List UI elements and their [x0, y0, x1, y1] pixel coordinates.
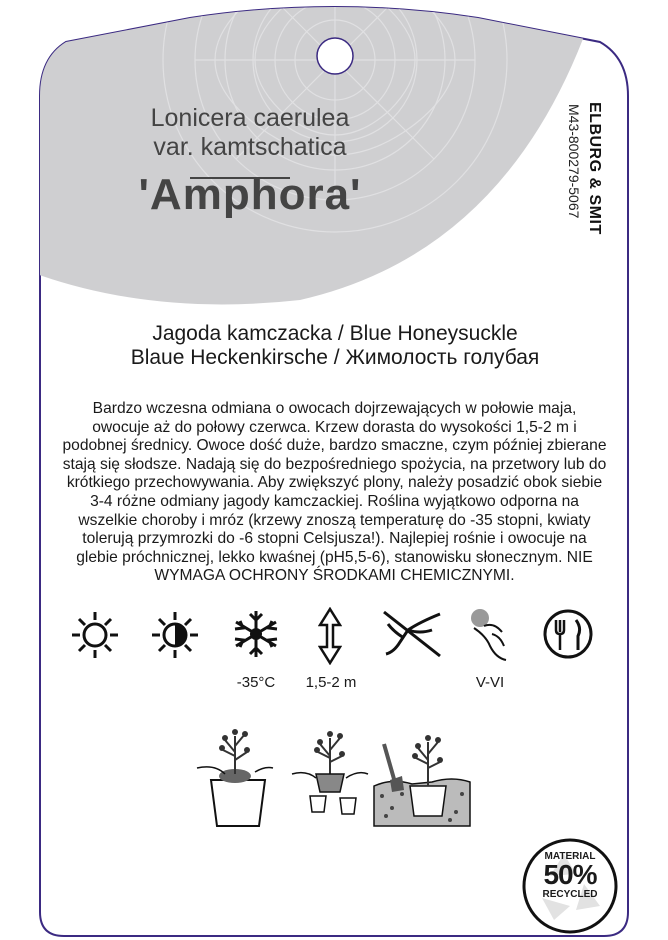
latin-name-line1: Lonicera caerulea [150, 104, 350, 132]
cultivar-name: 'Amphora' [138, 170, 362, 219]
remove-pot-step-icon [195, 716, 275, 828]
common-names-line1: Jagoda kamczacka / Blue Honeysuckle [152, 322, 518, 345]
recycle-top-text: MATERIAL [544, 851, 596, 862]
latin-name-line2: var. kamtschatica [153, 133, 347, 161]
hang-hole [317, 38, 353, 74]
edible-icon [542, 608, 594, 660]
frost-hardy-icon [230, 608, 282, 660]
brand-logo: ELBURG & SMIT [586, 102, 603, 235]
half-shade-icon [150, 610, 200, 660]
description-text: Bardzo wczesna odmiana o owocach dojrzewających w połowie maja, owocuje aż do połowy czerwca. Krzew dorasta do wysokości 1,5-2 m i podobnej średnicy. Owoce dość duże, bardzo smaczne, czym później zbierane stają się słodsze. Nadają się do bezpośredniego spożycia, na przetwory lub do krótkiego przechowywania. Aby zwiększyć plony, należy posadzić obok siebie 3-4 różne odmiany jagody kamczackiej. Roślina wyjątkowo odporna na wszelkie choroby i mróz (krzewy znoszą temperaturę do -35 stopni, kwiaty tolerują przymrozki do -6 stopni Celsjusza!). Najlepiej rośnie i owocuje na glebie próchnicznej, lekko kwaśnej (pH5,5-6), stanowisku słonecznym. NIE WYMAGA OCHRONY ŚRODKAMI CHEMICZNYMI. [62, 400, 607, 585]
no-pruning-icon [380, 608, 444, 660]
sun-icon [70, 610, 120, 660]
plant-in-ground-step-icon [372, 716, 472, 828]
harvest-hand-icon [466, 606, 516, 662]
height-icon [318, 607, 342, 665]
height-caption: 1,5-2 m [305, 674, 357, 691]
recycle-bottom-text: RECYCLED [542, 889, 598, 900]
product-code: M43-800279-5067 [566, 104, 582, 219]
frost-caption: -35°C [236, 674, 276, 691]
recycle-percent: 50% [543, 859, 597, 890]
soak-rootball-step-icon [290, 716, 370, 826]
harvest-caption: V-VI [475, 674, 505, 691]
common-names-line2: Blaue Heckenkirsche / Жимолость голубая [130, 346, 540, 369]
